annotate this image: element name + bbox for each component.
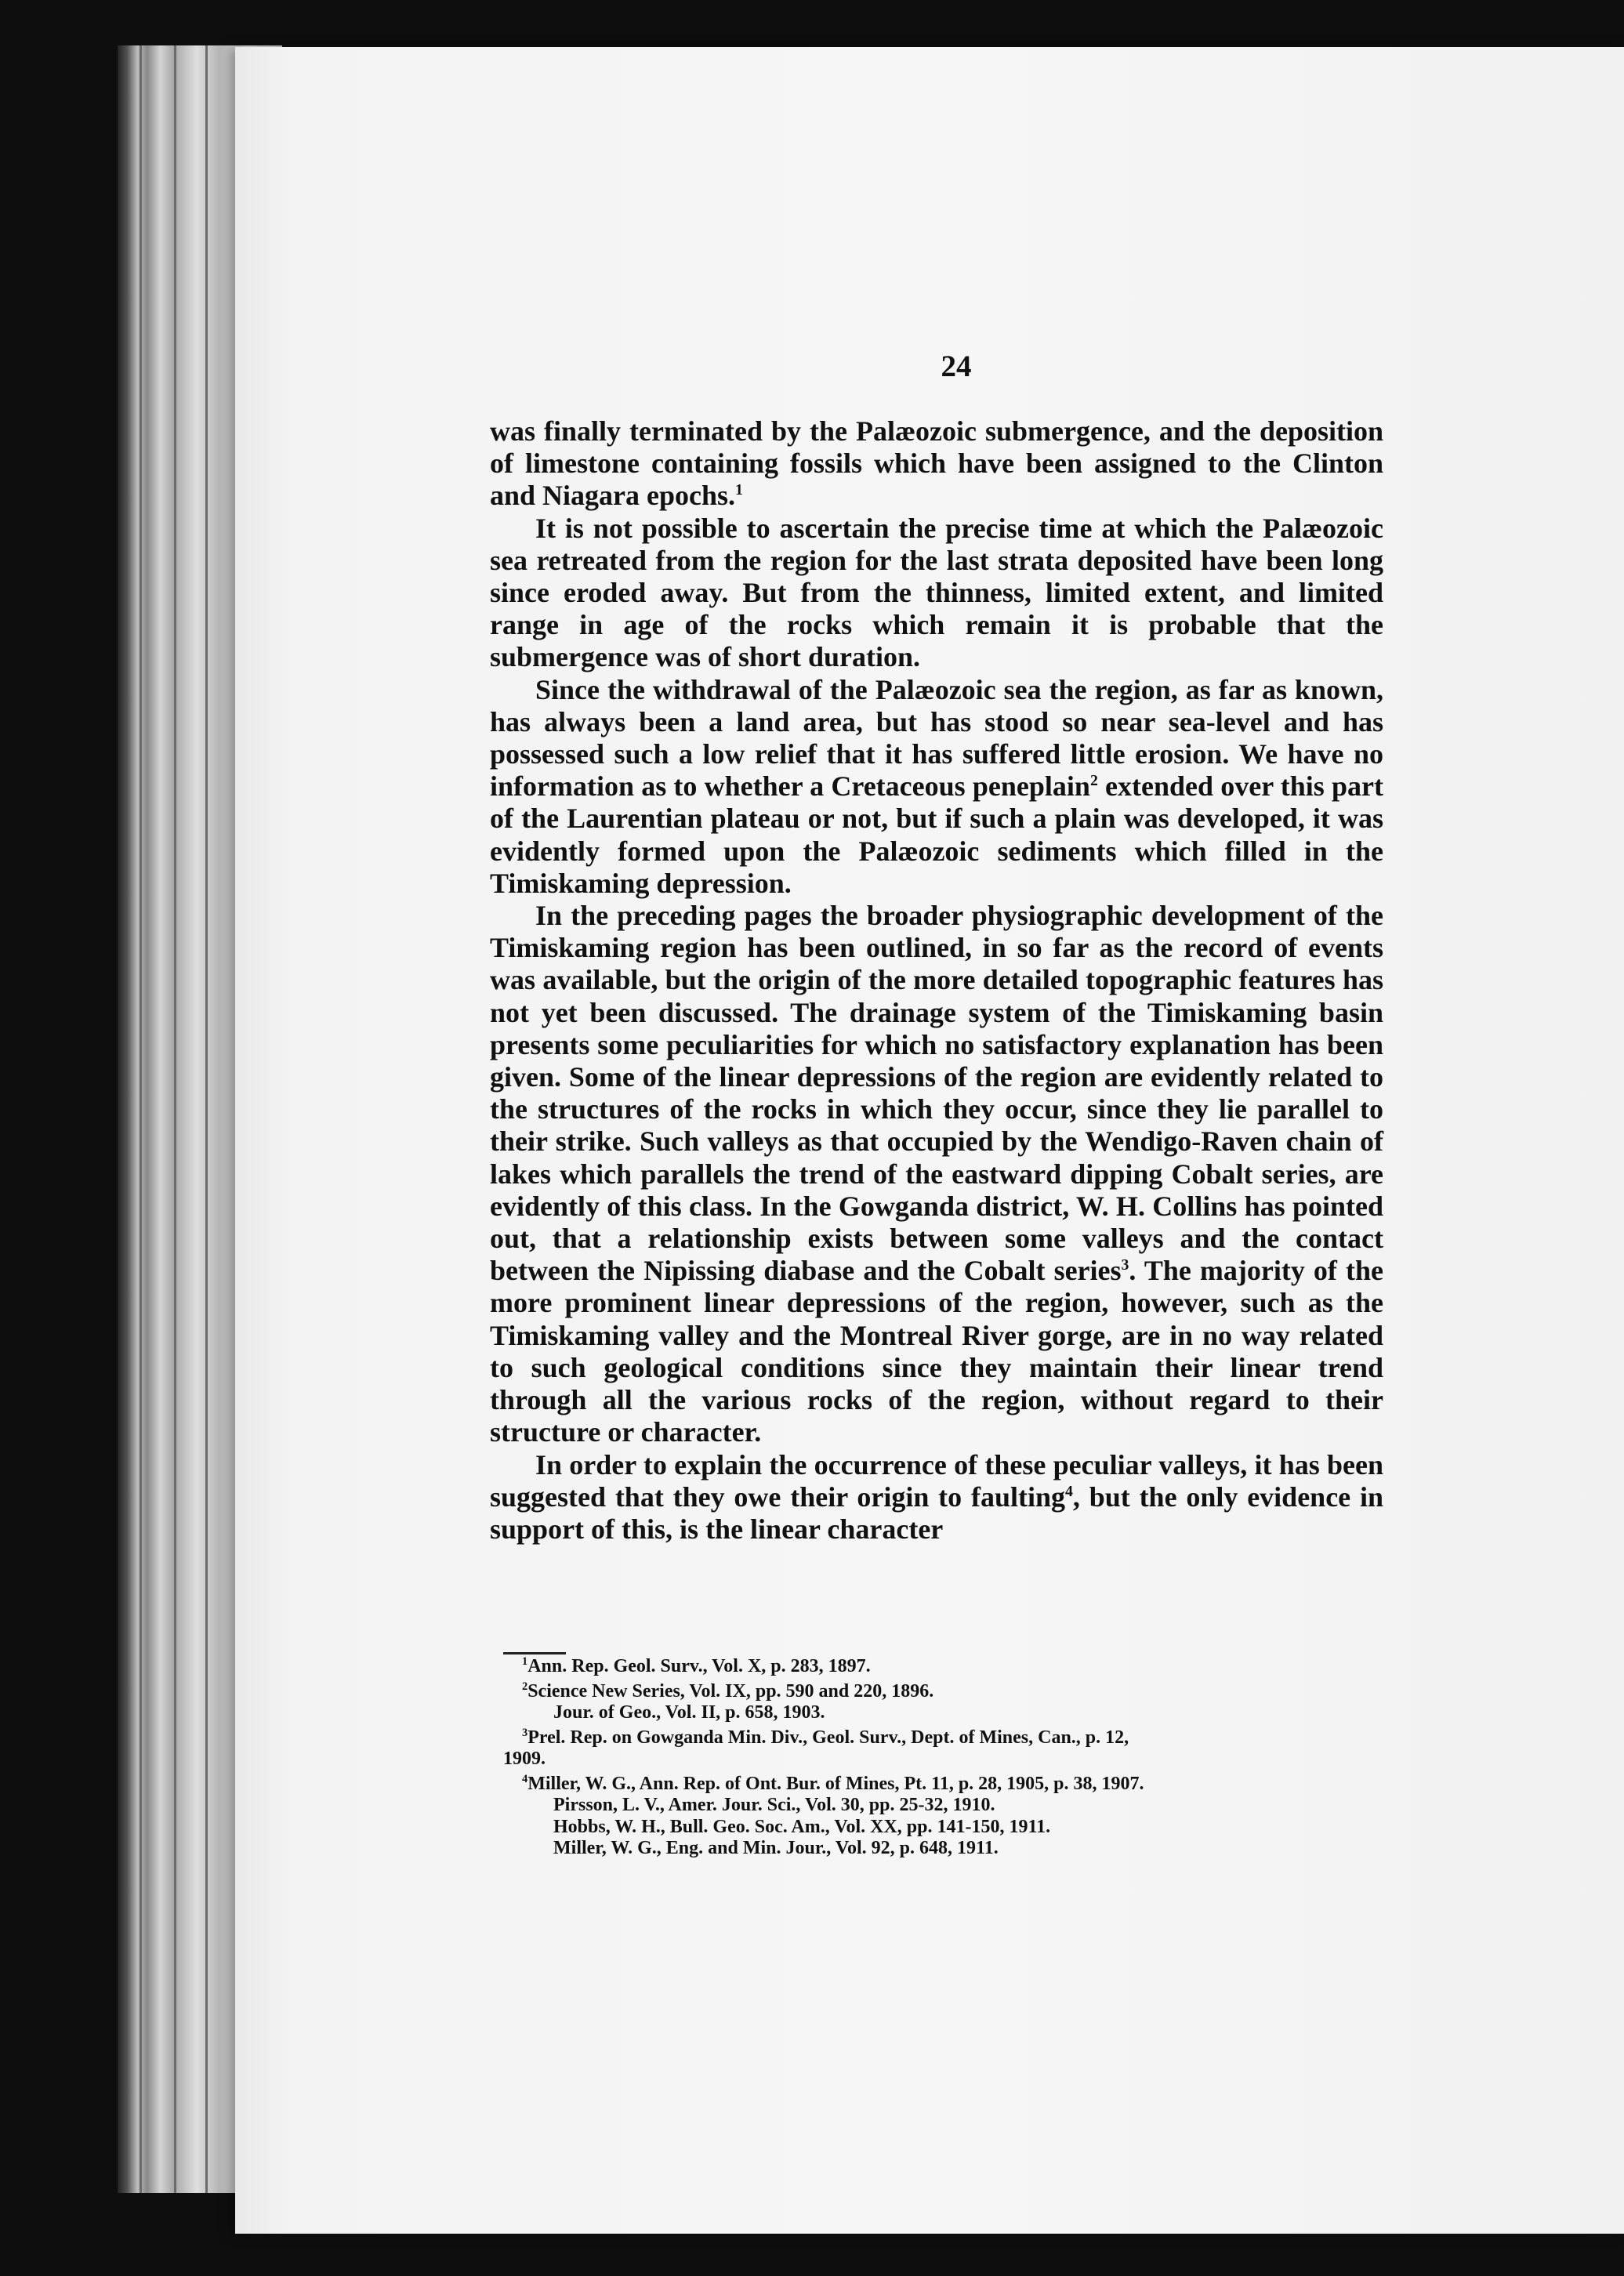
paragraph-text: extended over this part of the Laurentian plateau or not, but if such a plain was developed, it was evidently formed upon the Palæozoic sediments which filled in the Timiskaming depression. [490, 770, 1383, 899]
paragraph-4 [490, 900, 1383, 1448]
paragraph-5 [490, 1449, 1383, 1546]
footnote-divider [503, 1652, 566, 1654]
page-number: 24 [941, 350, 972, 383]
footnote-line [503, 1774, 1389, 1796]
footnote-mark: 2 [522, 1680, 528, 1693]
footnote-reference: 2 [1089, 772, 1098, 790]
footnote-mark: 3 [522, 1726, 528, 1739]
footnote-reference: 4 [1065, 1482, 1073, 1500]
footnote-line [503, 1681, 1389, 1703]
body-text [490, 415, 1383, 1546]
footnote-text: Science New Series, Vol. IX, pp. 590 and 220, 1896. [527, 1680, 934, 1702]
footnotes [503, 1656, 1389, 1863]
paragraph-text: In the preceding pages the broader physiographic development of the Timiskaming region has been outlined, in so far as the record of events was available, but the origin of the more detailed topographic features has not yet been discussed. The drainage system of the Timiskaming basin presents some peculiarities for which no satisfactory explanation has been given. Some of the linear depressions of the region are evidently related to the structures of the rocks in which they occur, since they lie parallel to their strike. Such valleys as that occupied by the Wendigo-Raven chain of lakes which parallels the trend of the eastward dipping Cobalt series, are evidently of this class. In the Gowganda district, W. H. Collins has pointed out, that a relationship exists between some valleys and the contact between the Nipissing diabase and the Cobalt series [490, 900, 1383, 1287]
footnote-1 [503, 1656, 1389, 1678]
footnote-2 [503, 1681, 1389, 1724]
paragraph-text: . The majority of the more prominent linear depressions of the region, however, such as the Timiskaming valley and the Montreal River gorge, are in no way related to such geological conditions since they maintain their linear trend through all the various rocks of the region, without regard to their structure or character. [490, 1255, 1383, 1448]
paragraph-text: It is not possible to ascertain the precise time at which the Palæozoic sea retreated from the region for the last strata deposited have been long since eroded away. But from the thinness, limited extent, and limited range in age of the rocks which remain it is probable that the submergence was of short duration. [490, 512, 1383, 673]
paragraph-text: Since the withdrawal of the Palæozoic sea the region, as far as known, has always been a land area, but has stood so near sea-level and has possessed such a low relief that it has suffered little erosion. We have no information as to whether a Cretaceous peneplain [490, 673, 1383, 803]
footnote-text: Hobbs, W. H., Bull. Geo. Soc. Am., Vol. XX, pp. 141-150, 1911. [553, 1816, 1051, 1837]
footnote-line [503, 1656, 1389, 1678]
paragraph-1 [490, 415, 1383, 513]
footnote-text: Prel. Rep. on Gowganda Min. Div., Geol. Surv., Dept. of Mines, Can., p. 12, [527, 1727, 1129, 1748]
footnote-text: 1909. [503, 1749, 546, 1769]
paragraph-text: In order to explain the occurrence of these peculiar valleys, it has been suggested that they owe their origin to faulting [490, 1448, 1383, 1513]
footnote-text: Jour. of Geo., Vol. II, p. 658, 1903. [553, 1702, 825, 1723]
footnote-4 [503, 1774, 1389, 1860]
footnote-text: Miller, W. G., Eng. and Min. Jour., Vol. 92, p. 648, 1911. [553, 1838, 999, 1858]
footnote-text: Miller, W. G., Ann. Rep. of Ont. Bur. of Mines, Pt. 11, p. 28, 1905, p. 38, 1907. [527, 1773, 1144, 1794]
page-edge-line [205, 45, 208, 2193]
footnote-text: Ann. Rep. Geol. Surv., Vol. X, p. 283, 1897. [527, 1656, 871, 1676]
paragraph-text: , but the only evidence in support of this, is the linear character [490, 1480, 1384, 1545]
footnote-reference: 3 [1121, 1256, 1129, 1274]
footnote-reference: 1 [735, 481, 743, 499]
footnote-line [503, 1727, 1389, 1749]
paragraph-3 [490, 674, 1383, 900]
paragraph-2 [490, 513, 1383, 674]
footnote-mark: 4 [522, 1772, 528, 1785]
page-edge-line [140, 45, 142, 2193]
footnote-text: Pirsson, L. V., Amer. Jour. Sci., Vol. 30, pp. 25-32, 1910. [553, 1795, 995, 1815]
paragraph-text: was finally terminated by the Palæozoic submergence, and the deposition of limestone containing fossils which have been assigned to the Clinton and Niagara epochs. [490, 415, 1383, 512]
footnote-mark: 1 [522, 1655, 528, 1668]
footnote-3 [503, 1727, 1389, 1770]
page-edge-line [174, 45, 176, 2193]
